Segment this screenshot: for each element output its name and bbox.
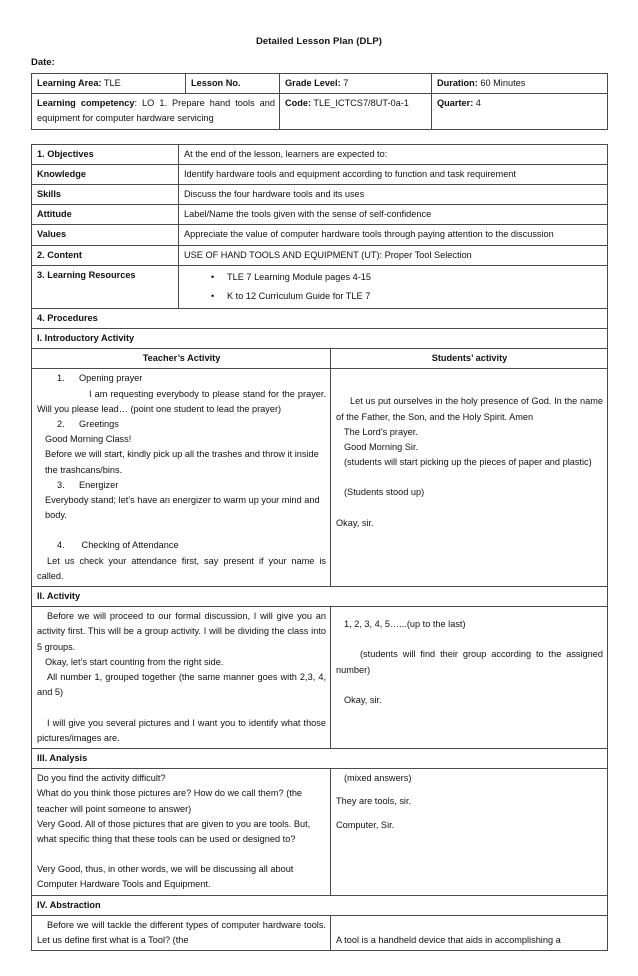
paragraph: Let us check your attendance first, say present if your name is called.: [37, 555, 326, 581]
table-row: [32, 94, 608, 129]
lesson-no-label: Lesson No.: [191, 78, 241, 88]
content-label: 2. Content: [32, 245, 179, 265]
grade-level-label: Grade Level:: [285, 78, 341, 88]
table-row: [32, 308, 608, 328]
quarter-label: Quarter:: [437, 98, 474, 109]
section-heading-analysis: III. Analysis: [32, 748, 608, 768]
duration-value: 60 Minutes: [477, 78, 526, 88]
table-row: [32, 265, 608, 308]
lesson-plan-table: [31, 144, 608, 952]
section-heading-introductory-activity: I. Introductory Activity: [32, 329, 608, 349]
grade-level-value: 7: [340, 78, 349, 88]
paragraph: The Lord’s prayer.: [344, 426, 418, 437]
spacer: [336, 678, 603, 693]
paragraph: What do you think those pictures are? How do we call them? (the teacher will point someone to answer): [37, 788, 303, 814]
table-spacer: [31, 130, 607, 144]
paragraph: (students will find their group according to the assigned number): [336, 649, 603, 675]
numbered-item: 3. Energizer: [57, 479, 119, 490]
learning-competency-label: Learning competency: [37, 98, 135, 109]
paragraph: Before we will proceed to our formal discussion, I will give you an activity first. This will be a group activity. I will be dividing the class into 5 groups.: [37, 611, 326, 652]
students-activity-cell-analysis: [331, 769, 608, 895]
values-value: Appreciate the value of computer hardware tools through paying attention to the discussion: [179, 225, 608, 245]
learning-resources-label: 3. Learning Resources: [32, 265, 179, 308]
table-row: [32, 895, 608, 915]
lesson-no-cell: [186, 74, 280, 94]
spacer: [336, 501, 603, 516]
paragraph: Computer, Sir.: [336, 819, 395, 830]
teacher-activity-column-header: Teacher’s Activity: [32, 349, 331, 369]
table-row: [32, 329, 608, 349]
paragraph: Okay, let’s start counting from the right side.: [45, 656, 224, 667]
spacer: [37, 847, 326, 862]
table-row: [32, 185, 608, 205]
knowledge-value: Identify hardware tools and equipment according to function and task requirement: [179, 164, 608, 184]
paragraph: A tool is a handheld device that aids in accomplishing a: [336, 934, 561, 945]
table-row: [32, 369, 608, 587]
teacher-activity-cell-analysis: [32, 769, 331, 895]
spacer: [37, 523, 326, 538]
objectives-value: At the end of the lesson, learners are expected to:: [179, 144, 608, 164]
duration-cell: [432, 74, 608, 94]
table-row: [32, 587, 608, 607]
paragraph: Very Good, thus, in other words, we will be discussing all about Computer Hardware Tools and Equipment.: [37, 864, 294, 890]
table-row: [32, 748, 608, 768]
skills-label: Skills: [32, 185, 179, 205]
students-activity-cell-activity: [331, 607, 608, 749]
students-activity-cell-abstraction: [331, 915, 608, 950]
quarter-value: 4: [473, 98, 481, 109]
knowledge-label: Knowledge: [32, 164, 179, 184]
paragraph: (Students stood up): [344, 487, 425, 498]
section-heading-activity: II. Activity: [32, 587, 608, 607]
table-row: [32, 915, 608, 950]
values-label: Values: [32, 225, 179, 245]
paragraph: I will give you several pictures and I want you to identify what those pictures/images are.: [37, 717, 326, 743]
paragraph: Before we will start, kindly pick up all the trashes and throw it inside the trashcans/bins.: [45, 449, 319, 475]
spacer: [336, 632, 603, 647]
paragraph: Let us put ourselves in the holy presence of God. In the name of the Father, the Son, and the Holy Spirit. Amen: [336, 396, 603, 422]
lesson-info-table: [31, 73, 608, 130]
teacher-activity-cell-introductory: [32, 369, 331, 587]
learning-area-cell: [32, 74, 186, 94]
table-row: [32, 349, 608, 369]
table-row: [32, 607, 608, 749]
table-row: [32, 205, 608, 225]
table-row: [32, 164, 608, 184]
attitude-value: Label/Name the tools given with the sense of self-confidence: [179, 205, 608, 225]
content-value: USE OF HAND TOOLS AND EQUIPMENT (UT): Proper Tool Selection: [179, 245, 608, 265]
paragraph: Okay, sir.: [336, 517, 374, 528]
spacer: [336, 810, 603, 818]
date-label: Date:: [31, 57, 55, 68]
paragraph: They are tools, sir.: [336, 796, 412, 807]
numbered-item: 4. Checking of Attendance: [57, 540, 179, 551]
paragraph: Everybody stand; let’s have an energizer to warm up your mind and body.: [45, 495, 320, 521]
learning-competency-value: : LO 1. Prepare hand tools and equipment for computer hardware servicing: [37, 98, 275, 124]
spacer: [336, 786, 603, 794]
learning-resources-list: [184, 268, 603, 306]
paragraph: Before we will tackle the different types of computer hardware tools. Let us define first what is a Tool? (the: [37, 919, 326, 945]
paragraph: 1, 2, 3, 4, 5…...(up to the last): [344, 619, 466, 630]
students-activity-column-header: Students’ activity: [331, 349, 608, 369]
paragraph: Good Morning Sir.: [344, 442, 419, 453]
teacher-activity-cell-abstraction: [32, 915, 331, 950]
table-row: [32, 225, 608, 245]
paragraph: I am requesting everybody to please stand for the prayer. Will you please lead… (point one student to lead the prayer): [37, 388, 326, 414]
spacer: [336, 470, 603, 485]
paragraph: Okay, sir.: [344, 694, 382, 705]
code-value: TLE_ICTCS7/8UT-0a-1: [311, 98, 409, 109]
numbered-item: 1. Opening prayer: [57, 373, 143, 384]
learning-area-label: Learning Area:: [37, 78, 102, 88]
code-cell: [280, 94, 432, 129]
grade-level-cell: [280, 74, 432, 94]
learning-resources-value: [179, 265, 608, 308]
paragraph: (mixed answers): [344, 773, 412, 784]
duration-label: Duration:: [437, 78, 478, 88]
paragraph: Good Morning Class!: [45, 434, 132, 445]
objectives-label: 1. Objectives: [32, 144, 179, 164]
paragraph: Very Good. All of those pictures that are given to you are tools. But, what specific thing that these tools can be used or designed to?: [37, 818, 311, 844]
table-row: [32, 245, 608, 265]
spacer: [336, 371, 603, 386]
students-activity-cell-introductory: [331, 369, 608, 587]
table-row: [32, 769, 608, 895]
paragraph: (students will start picking up the pieces of paper and plastic): [344, 457, 592, 468]
section-heading-abstraction: IV. Abstraction: [32, 895, 608, 915]
spacer: [336, 609, 603, 617]
page-title: Detailed Lesson Plan (DLP): [255, 36, 383, 47]
skills-value: Discuss the four hardware tools and its uses: [179, 185, 608, 205]
quarter-cell: [432, 94, 608, 129]
list-item: • K to 12 Curriculum Guide for TLE 7: [227, 287, 603, 306]
teacher-activity-cell-activity: [32, 607, 331, 749]
code-label: Code:: [285, 98, 312, 109]
paragraph: Do you find the activity difficult?: [37, 773, 166, 784]
procedures-label: 4. Procedures: [32, 308, 608, 328]
spacer: [336, 386, 603, 394]
numbered-item: 2. Greetings: [57, 419, 119, 430]
table-row: [32, 74, 608, 94]
learning-competency-cell: [32, 94, 280, 129]
learning-area-value: TLE: [101, 78, 121, 88]
attitude-label: Attitude: [32, 205, 179, 225]
paragraph: All number 1, grouped together (the same manner goes with 2,3, 4, and 5): [37, 672, 326, 698]
list-item: • TLE 7 Learning Module pages 4-15: [227, 268, 603, 287]
spacer: [37, 701, 326, 716]
table-row: [32, 144, 608, 164]
